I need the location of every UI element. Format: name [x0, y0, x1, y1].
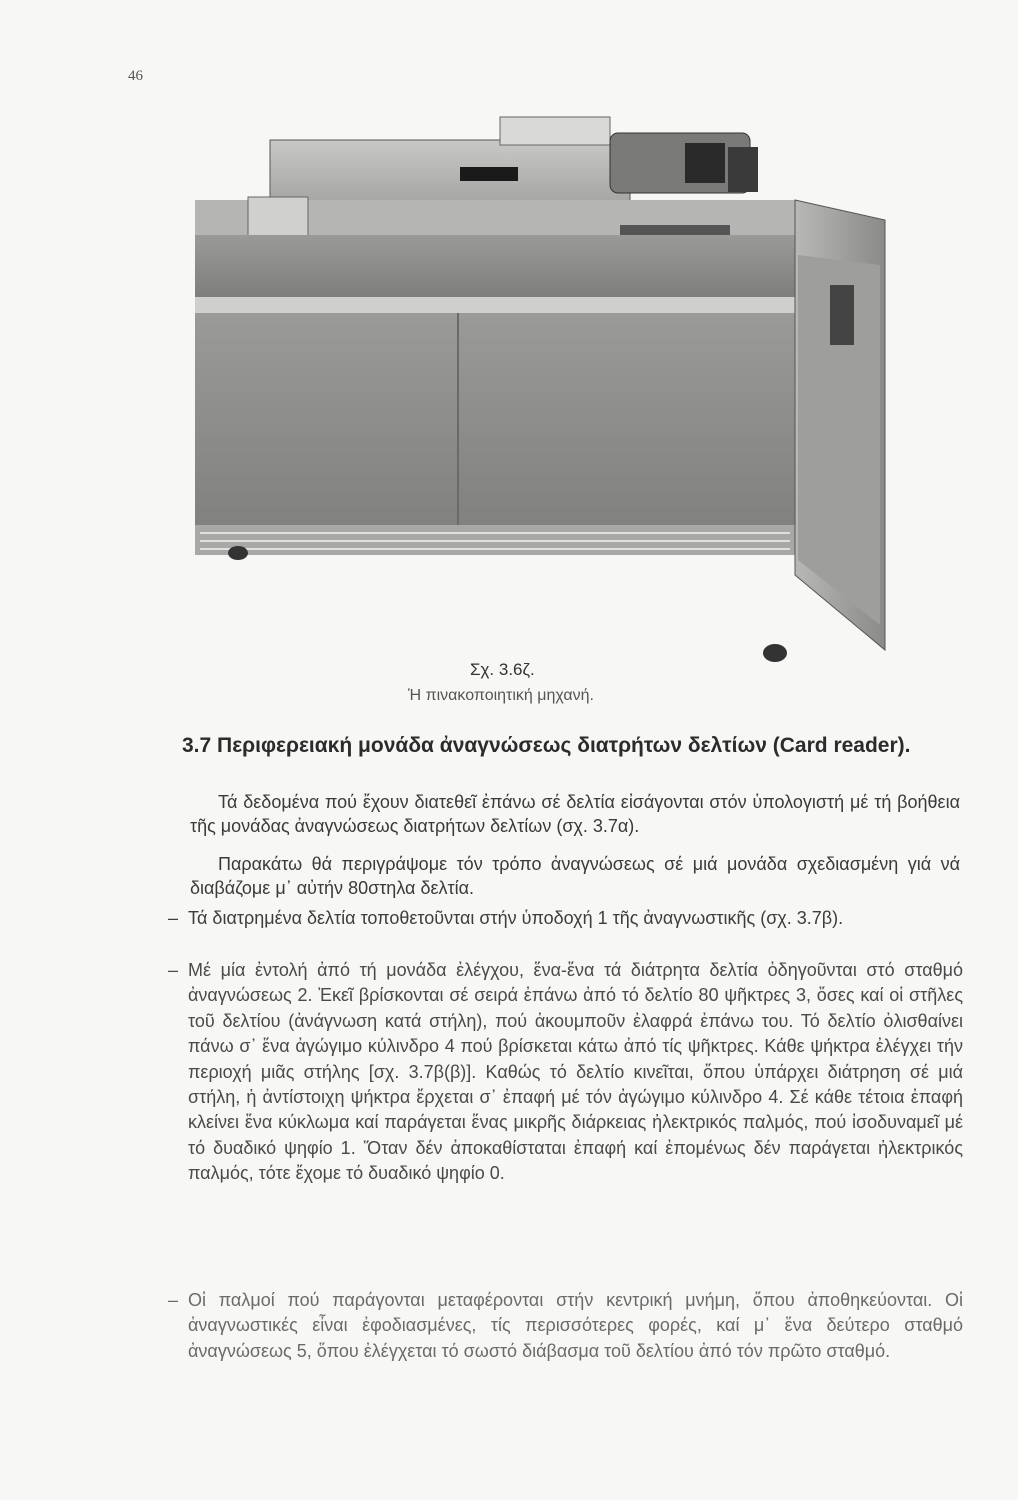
list-item-text: Οἱ παλμοί πού παράγονται μεταφέρονται στήν κεντρική μνήμη, ὅπου ἀποθηκεύονται. Οἱ ἀναγνωστικές εἶναι ἐφοδιασμένες, τίς περισσότερες φορές, καί μ᾽ ἕνα δεύτερο σταθμό ἀναγνώσεως 5, ὅπου ἐλέγχεται τό σωστό διάβασμα τοῦ δελτίου ἀπό τόν πρῶτο σταθμό.	[188, 1290, 963, 1361]
list-item-1	[168, 906, 963, 931]
list-item-text: Μέ μία ἐντολή ἀπό τή μονάδα ἐλέγχου, ἕνα-ἕνα τά διάτρητα δελτία ὁδηγοῦνται στό σταθμό ἀναγνώσεως 2. Ἐκεῖ βρίσκονται σέ σειρά ἐπάνω ἀπό τό δελτίο 80 ψῆκτρες 3, ὅσες καί οἱ στῆλες τοῦ δελτίου (ἀνάγνωση κατά στήλη), πού ἀκουμποῦν ἐλαφρά ἐπάνω του. Τό δελτίο ὀλισθαίνει πάνω σ᾽ ἕνα ἀγώγιμο κύλινδρο 4 πού βρίσκεται κάτω ἀπό τίς ψῆκτρες. Κάθε ψήκτρα ἐλέγχει τήν περιοχή μιᾶς στήλης [σχ. 3.7β(β)]. Καθώς τό δελτίο κινεῖται, ὅπου ὑπάρχει διάτρηση σέ μιά στήλη, ἡ ἀντίστοιχη ψήκτρα ἔρχεται σ᾽ ἐπαφή μέ τόν ἀγώγιμο κύλινδρο 4. Σέ κάθε τέτοια ἐπαφή κλείνει ἕνα κύκλωμα καί παράγεται ἕνας μικρῆς διάρκειας ἠλεκτρικός παλμός, πού ἰσοδυναμεῖ μέ τό δυαδικό ψηφίο 1. Ὅταν δέν ἀποκαθίσταται ἐπαφή καί ἐπομένως δέν παράγεται ἠλεκτρικός παλμός, τότε ἔχομε τό δυαδικό ψηφίο 0.	[188, 960, 963, 1184]
list-item-text: Τά διατρημένα δελτία τοποθετοῦνται στήν ὑποδοχή 1 τῆς ἀναγνωστικῆς (σχ. 3.7β).	[188, 908, 844, 928]
figure-label: Σχ. 3.6ζ.	[470, 660, 535, 679]
list-dash: –	[168, 960, 179, 980]
list-item-3	[168, 1288, 963, 1364]
list-dash: –	[168, 1290, 179, 1310]
figure-caption: Ἡ πινακοποιητική μηχανή.	[408, 687, 594, 704]
paragraph-2: Παρακάτω θά περιγράψομε τόν τρόπο ἀναγνώσεως σέ μιά μονάδα σχεδιασμένη γιά νά διαβάζομε μ᾽ αὐτήν 80στηλα δελτία.	[190, 854, 960, 898]
paragraph-1: Τά δεδομένα πού ἔχουν διατεθεῖ ἐπάνω σέ δελτία εἰσάγονται στόν ὑπολογιστή μέ τή βοήθεια τῆς μονάδας ἀναγνώσεως διατρήτων δελτίων (σχ. 3.7α).	[190, 792, 960, 836]
section-heading: 3.7 Περιφερειακή μονάδα ἀναγνώσεως διατρήτων δελτίων (Card reader).	[182, 734, 911, 757]
page-number: 46	[128, 68, 143, 84]
tabulating-machine-photo	[180, 105, 910, 675]
list-dash: –	[168, 908, 179, 928]
list-item-2	[168, 958, 963, 1187]
